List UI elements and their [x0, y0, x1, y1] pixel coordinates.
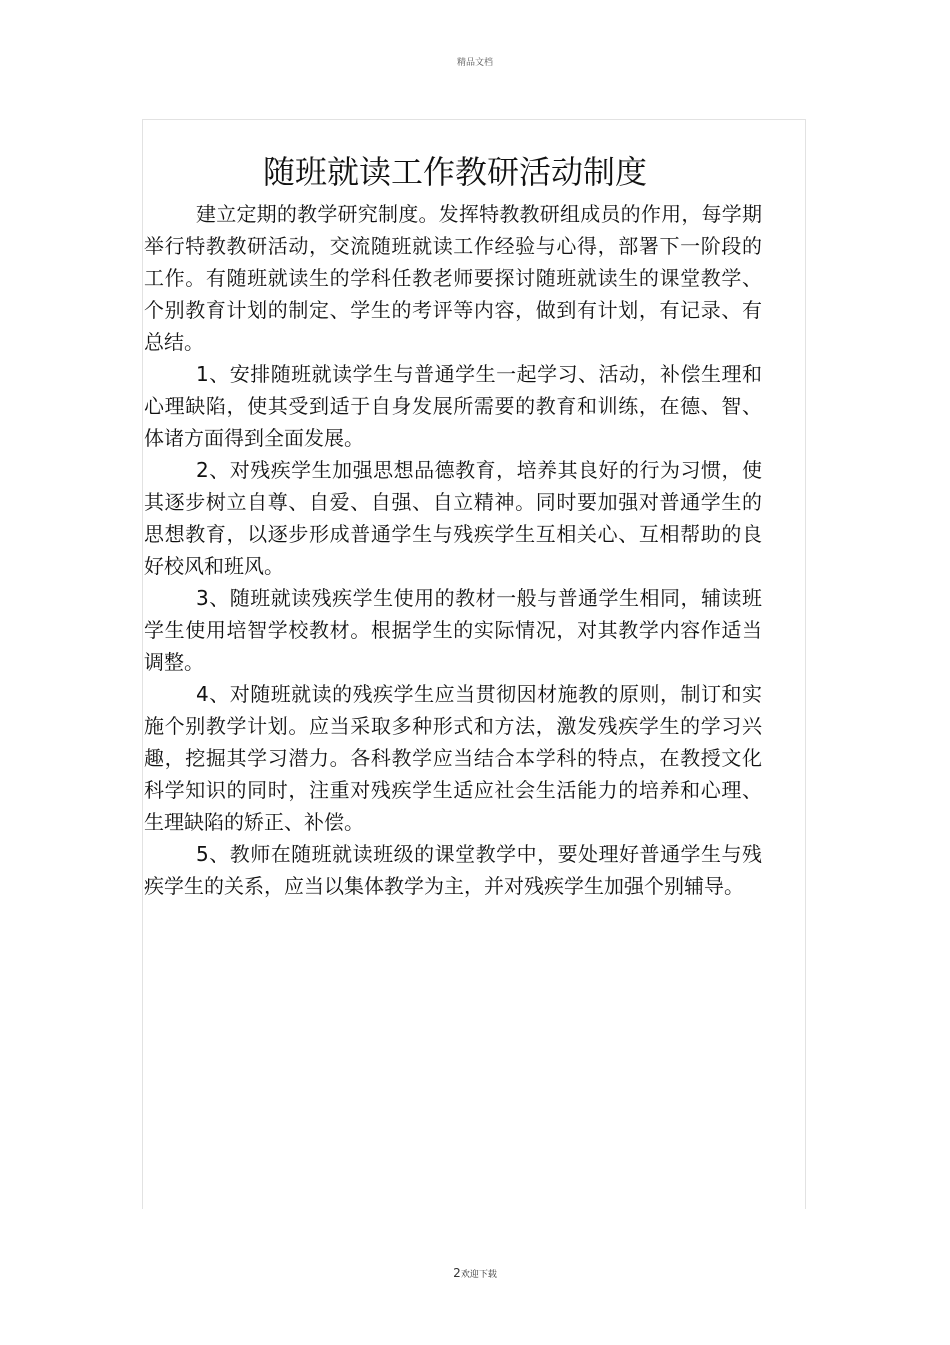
document-title: 随班就读工作教研活动制度: [262, 153, 647, 191]
paragraph-item-1: 1、安排随班就读学生与普通学生一起学习、活动，补偿生理和心理缺陷，使其受到适于自身发展所需要的教育和训练，在德、智、体诸方面得到全面发展。: [144, 362, 762, 450]
paragraph-item-4: 4、对随班就读的残疾学生应当贯彻因材施教的原则，制订和实施个别教学计划。应当采取多种形式和方法，激发残疾学生的学习兴趣，挖掘其学习潜力。各科教学应当结合本学科的特点，在教授文化科学知识的同时，注重对残疾学生适应社会生活能力的培养和心理、生理缺陷的矫正、补偿。: [144, 682, 762, 834]
page-header: 精品文档: [456, 58, 493, 68]
paragraph-item-3: 3、随班就读残疾学生使用的教材一般与普通学生相同，辅读班学生使用培智学校教材。根据学生的实际情况，对其教学内容作适当调整。: [144, 586, 762, 674]
footer-label: 欢迎下载: [460, 1270, 497, 1280]
paragraph-item-2: 2、对残疾学生加强思想品德教育，培养其良好的行为习惯，使其逐步树立自尊、自爱、自强、自立精神。同时要加强对普通学生的思想教育，以逐步形成普通学生与残疾学生互相关心、互相帮助的良好校风和班风。: [144, 458, 762, 578]
page-number: 2: [453, 1266, 461, 1280]
paragraph-item-5: 5、教师在随班就读班级的课堂教学中，要处理好普通学生与残疾学生的关系，应当以集体教学为主，并对残疾学生加强个别辅导。: [144, 842, 762, 898]
page-footer: [0, 1266, 950, 1280]
document-body: [144, 198, 762, 902]
intro-paragraph: 建立定期的教学研究制度。发挥特教教研组成员的作用，每学期举行特教教研活动，交流随班就读工作经验与心得，部署下一阶段的工作。有随班就读生的学科任教老师要探讨随班就读生的课堂教学、个别教育计划的制定、学生的考评等内容，做到有计划，有记录、有总结。: [144, 202, 762, 354]
